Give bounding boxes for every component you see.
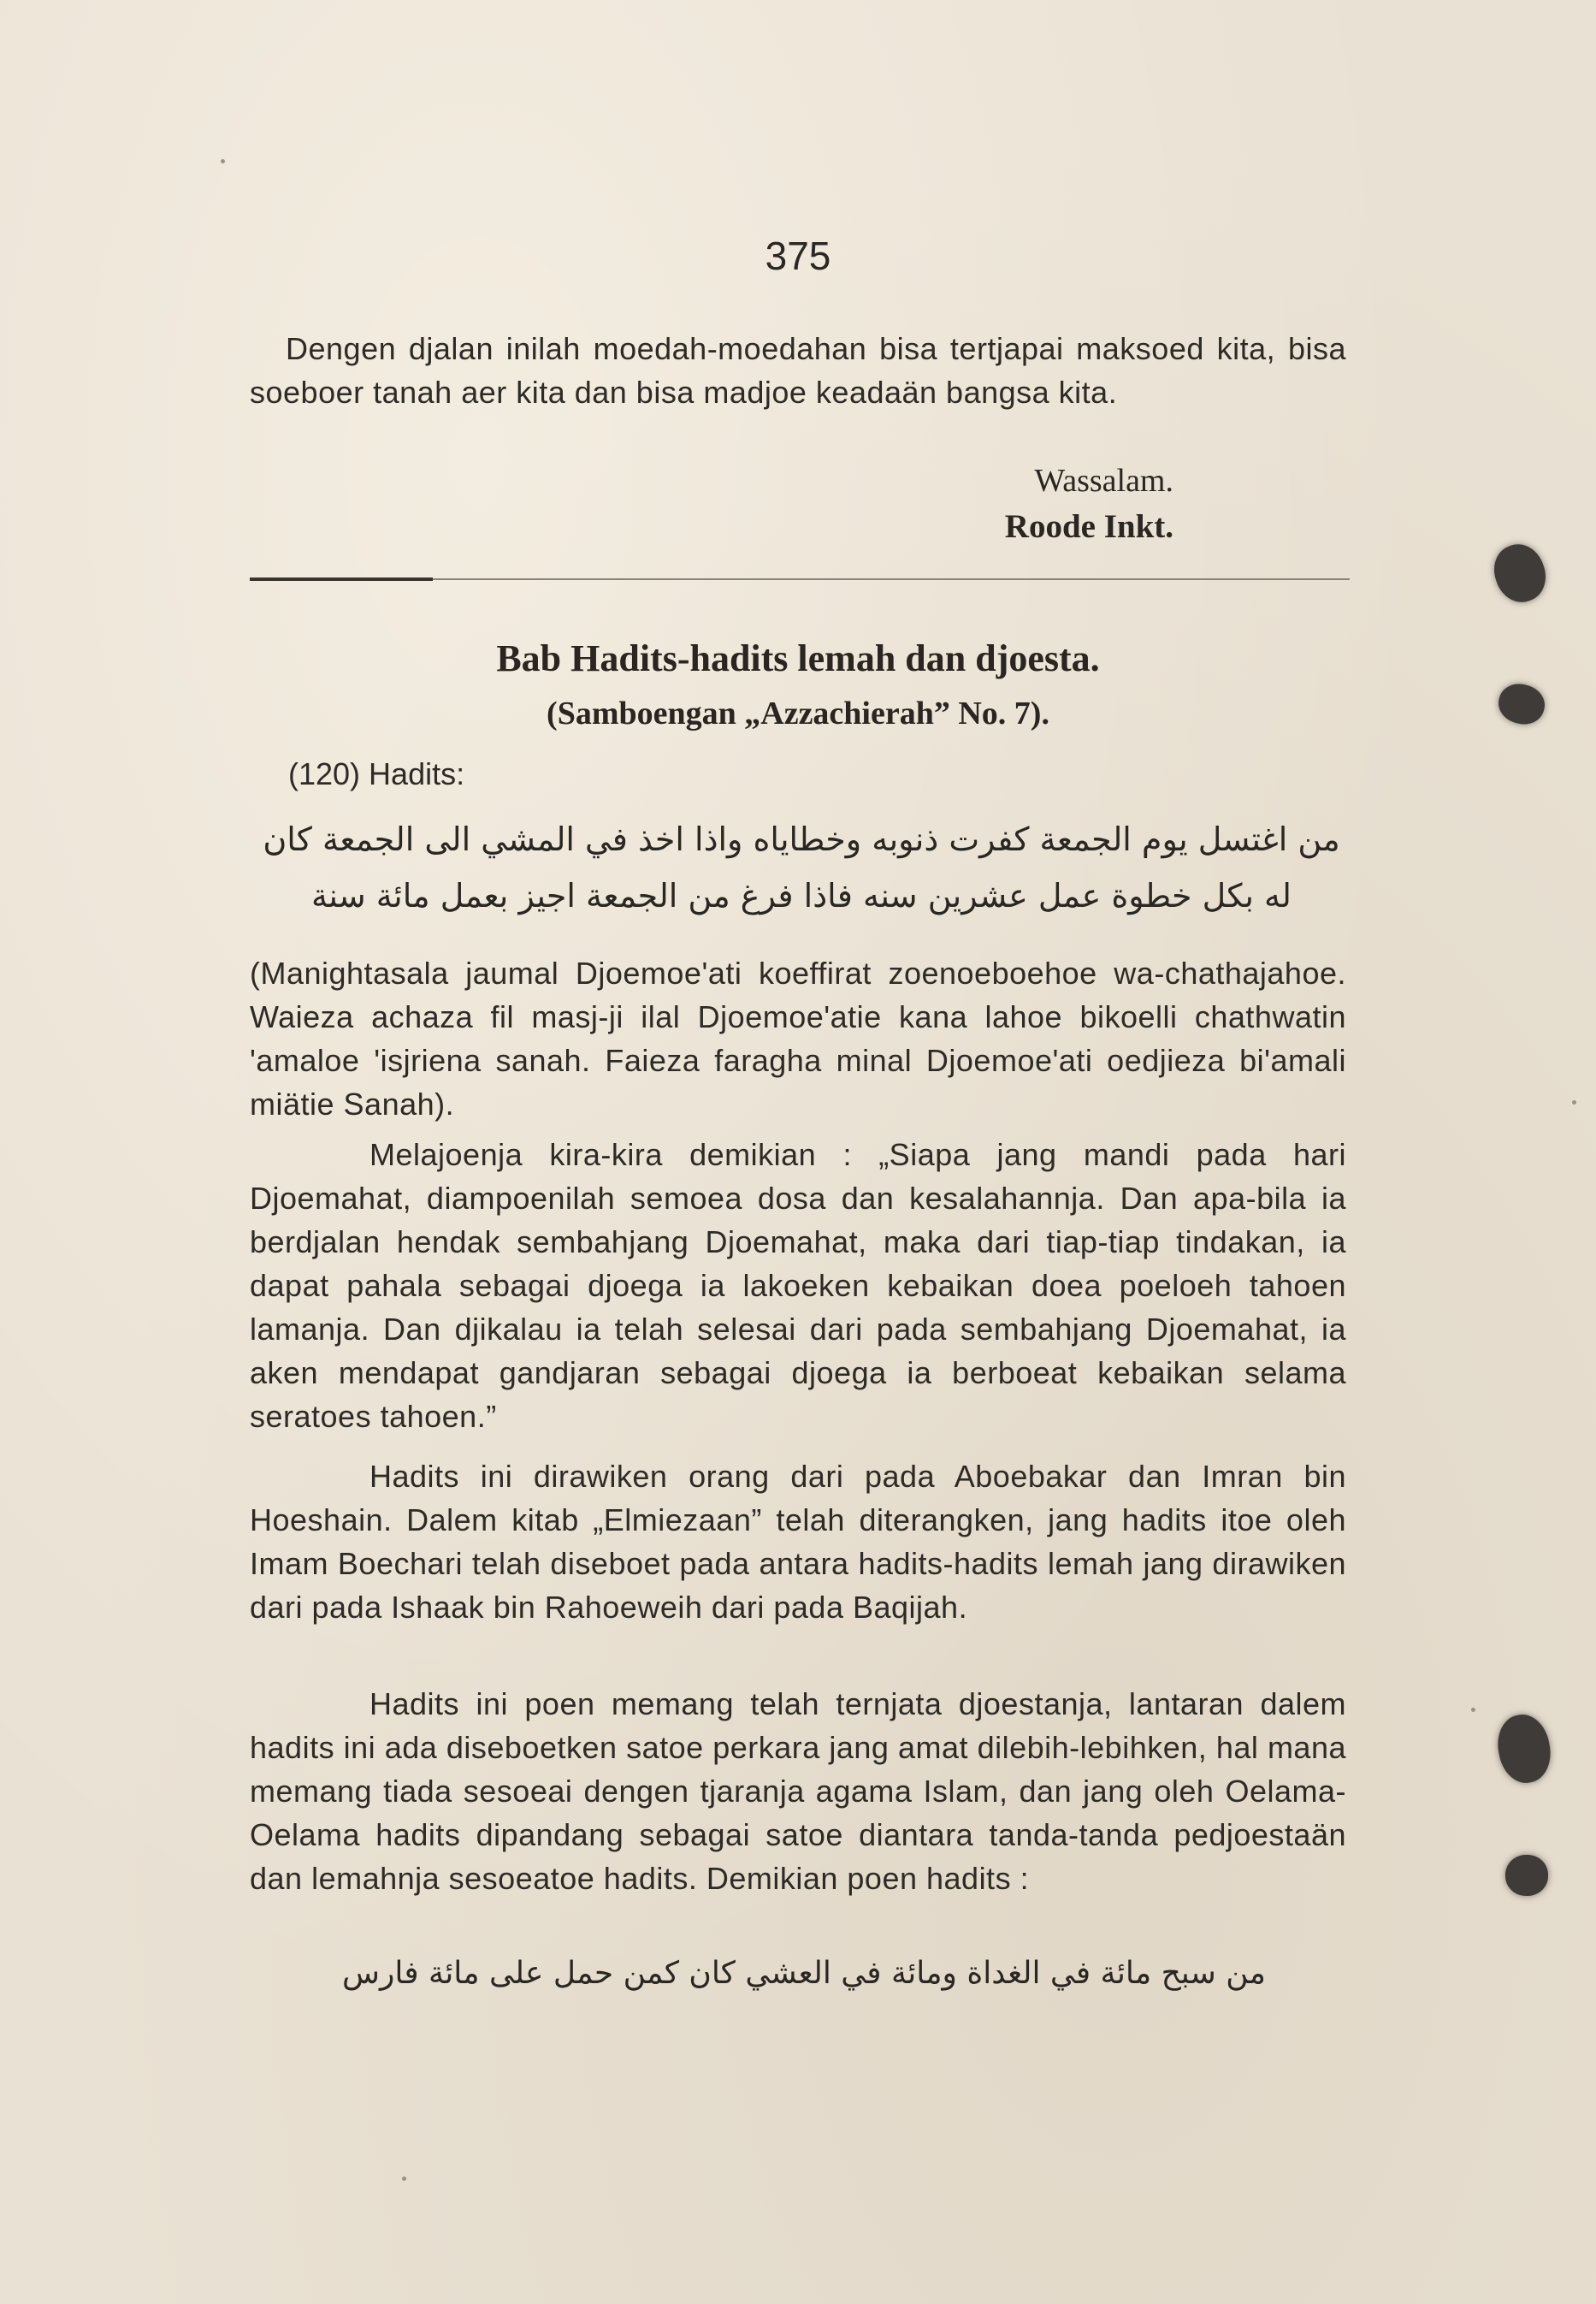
- ink-blot: [1493, 1710, 1556, 1786]
- section-divider: [250, 577, 433, 581]
- closing-salutation: Wassalam.: [1034, 463, 1173, 499]
- arabic-hadith-text-2: من سبح مائة في الغداة ومائة في العشي كان كمن حمل على مائة فارس: [342, 1956, 1266, 1991]
- intro-paragraph: Dengen djalan inilah moedah-moedahan bisa tertjapai maksoed kita, bisa soeboer tanah aer kita dan bisa madjoe keadaän bangsa kita.: [250, 331, 1346, 410]
- ink-blot: [1505, 1855, 1548, 1896]
- section-title: Bab Hadits-hadits lemah dan djoesta.: [496, 637, 1100, 679]
- section-subtitle: (Samboengan „Azzachierah” No. 7).: [547, 696, 1049, 731]
- hadith-label: (120) Hadits:: [288, 756, 465, 791]
- paper-speck: [221, 159, 225, 163]
- commentary-paragraph: Hadits ini poen memang telah ternjata djoestanja, lantaran dalem hadits ini ada diseboetken satoe perkara jang amat dilebih-lebihken, hal mana memang tiada sesoeai dengen tjaranja agama Islam, dan jang oleh Oelama-Oelama hadits dipandang sebagai satoe diantara tanda-tanda pedjoestaän dan lemahnja sesoeatoe hadits. Demikian poen hadits :: [250, 1686, 1346, 1896]
- paper-speck: [1572, 1100, 1576, 1105]
- page-number: 375: [765, 234, 831, 278]
- paper-speck: [402, 2177, 406, 2181]
- translation-paragraph: Melajoenja kira-kira demikian : „Siapa jang mandi pada hari Djoemahat, diampoenilah semoea dosa dan kesalahannja. Dan apa-bila ia berdjalan hendak sembahjang Djoemahat, maka dari tiap-tiap tindakan, ia dapat pahala sebagai djoega ia lakoeken kebaikan doea poeloeh tahoen lamanja. Dan djikalau ia telah selesai dari pada sembahjang Djoemahat, ia aken mendapat gandjaran sebagai djoega ia berboeat kebaikan selama seratoes tahoen.”: [250, 1137, 1346, 1434]
- paper-speck: [1471, 1708, 1475, 1712]
- ink-blot: [1487, 537, 1553, 609]
- section-divider-rule: [433, 578, 1350, 580]
- author-signature: Roode Inkt.: [1004, 508, 1173, 545]
- transliteration-paragraph: (Manightasala jaumal Djoemoe'ati koeffirat zoenoeboehoe wa-chathajahoe. Waieza achaza fil masj-ji ilal Djoemoe'atie kana lahoe bikoelli chathwatin 'amaloe 'isjriena sanah. Faieza faragha minal Djoemoe'ati oedjieza bi'amali miätie Sanah).: [250, 956, 1346, 1122]
- narration-paragraph: Hadits ini dirawiken orang dari pada Aboebakar dan Imran bin Hoeshain. Dalem kitab „Elmiezaan” telah diterangken, jang hadits itoe oleh Imam Boechari telah diseboet pada antara hadits-hadits lemah jang dirawiken dari pada Ishaak bin Rahoeweih dari pada Baqijah.: [250, 1459, 1346, 1625]
- arabic-hadith-text: من اغتسل يوم الجمعة كفرت ذنوبه وخطاياه واذا اخذ في المشي الى الجمعة كان له بكل خطوة عمل عشرين سنه فاذا فرغ من الجمعة اجيز بعمل مائة سنة: [263, 820, 1340, 915]
